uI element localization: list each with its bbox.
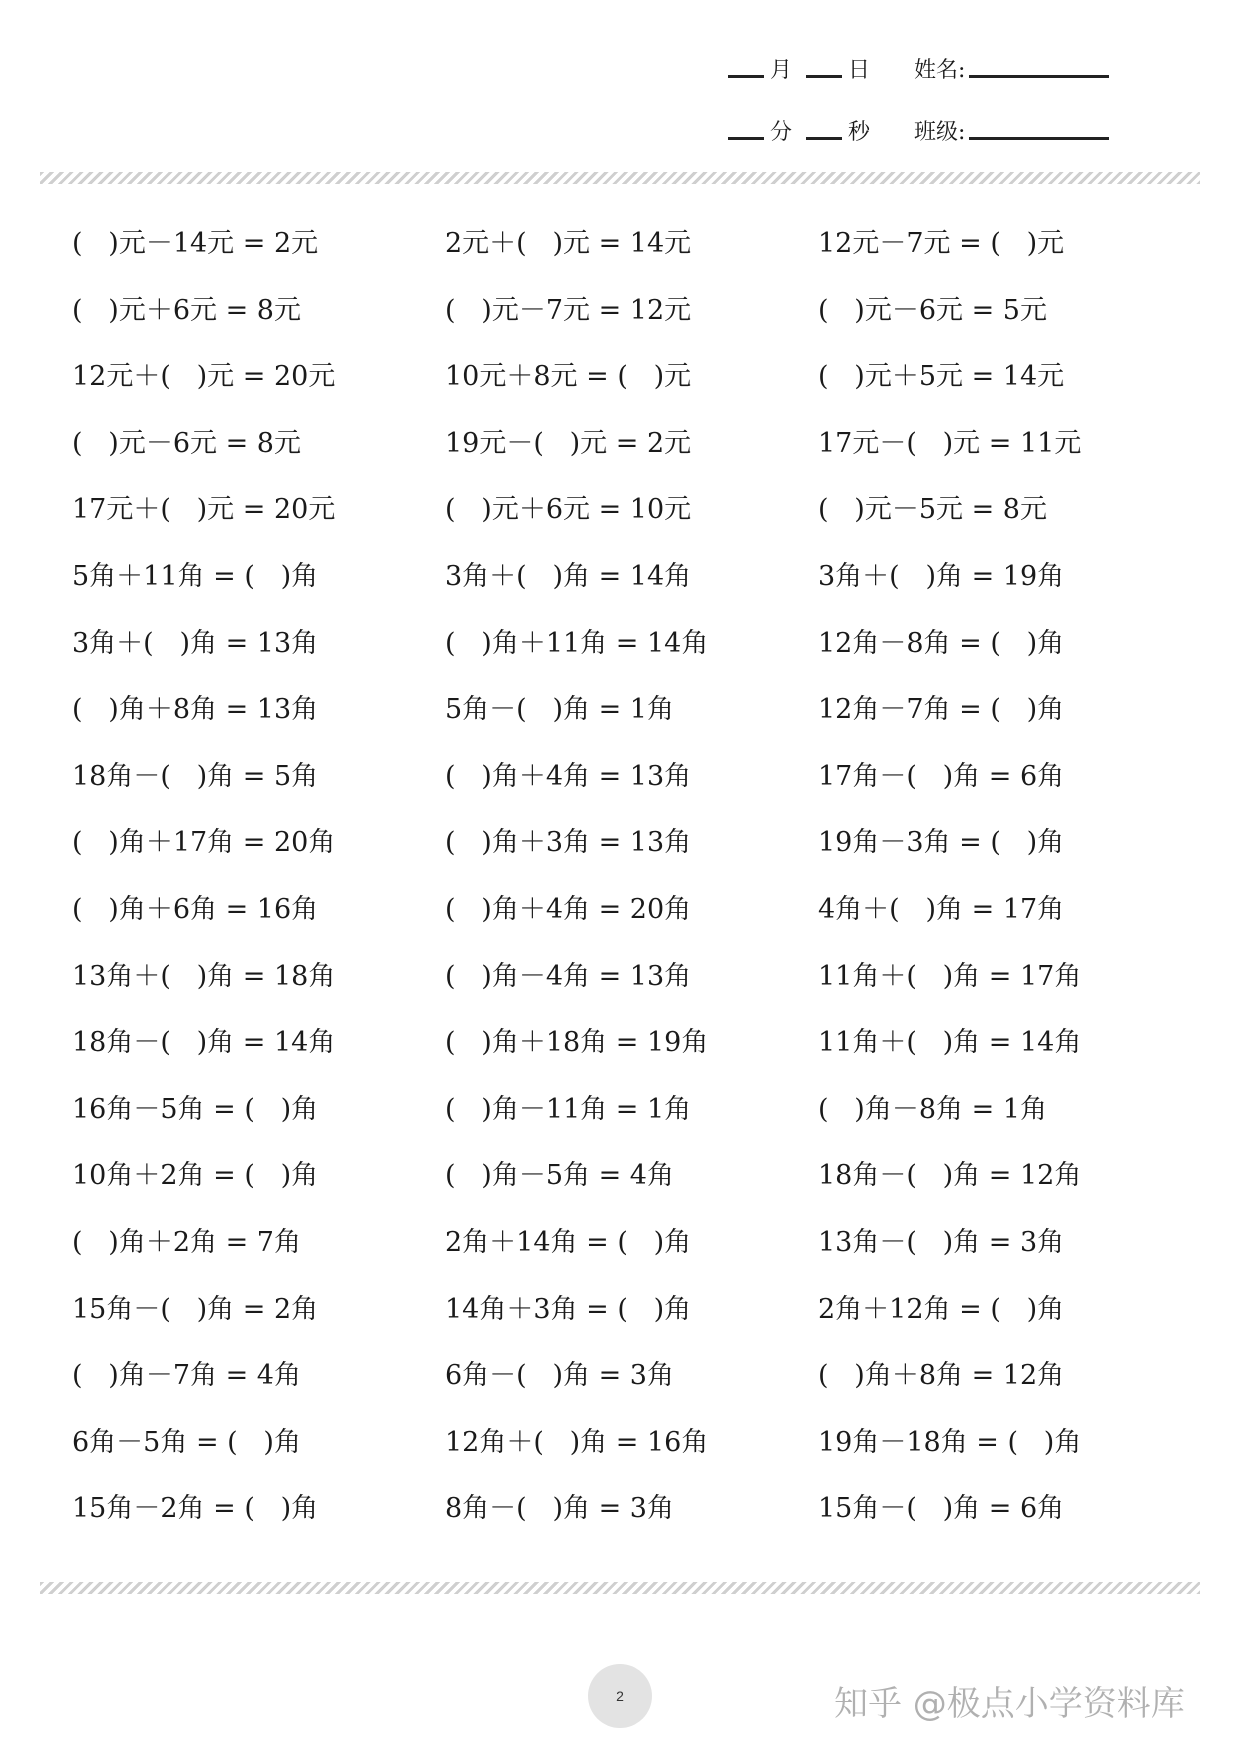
problem-item: ( )元－6元 = 5元 — [818, 294, 1047, 326]
problem-item: ( )角＋3角 = 13角 — [445, 827, 692, 859]
problem-item: ( )角－11角 = 1角 — [445, 1093, 692, 1125]
problem-item: 4角＋( )角 = 17角 — [818, 893, 1065, 925]
problem-item: 15角－( )角 = 6角 — [818, 1493, 1065, 1525]
problem-item: 2角＋12角 = ( )角 — [818, 1293, 1065, 1325]
problem-item: ( )角＋17角 = 20角 — [72, 827, 336, 859]
problem-item: 3角＋( )角 = 14角 — [445, 560, 692, 592]
month-blank[interactable] — [728, 75, 764, 78]
problem-item: 17元＋( )元 = 20元 — [72, 494, 336, 526]
problem-item: 17元－( )元 = 11元 — [818, 427, 1082, 459]
problem-item: ( )角＋4角 = 20角 — [445, 893, 692, 925]
problem-row — [72, 1093, 1192, 1163]
problem-item: ( )元＋5元 = 14元 — [818, 361, 1065, 393]
problem-row — [72, 1226, 1192, 1296]
problem-item: 8角－( )角 = 3角 — [445, 1493, 674, 1525]
class-label: 班级: — [914, 120, 966, 145]
problem-row — [72, 560, 1192, 630]
day-label: 日 — [848, 58, 871, 83]
problem-row — [72, 960, 1192, 1030]
problem-item: ( )角＋4角 = 13角 — [445, 760, 692, 792]
second-label: 秒 — [848, 120, 871, 145]
problem-row — [72, 696, 1192, 763]
problem-item: 17角－( )角 = 6角 — [818, 760, 1065, 792]
month-label: 月 — [770, 58, 793, 83]
problem-item: ( )角－7角 = 4角 — [72, 1360, 301, 1392]
bottom-divider — [40, 1582, 1200, 1594]
problem-item: 18角－( )角 = 12角 — [818, 1160, 1082, 1192]
problem-row — [72, 1293, 1192, 1363]
problem-item: ( )元＋6元 = 8元 — [72, 294, 301, 326]
problem-item: 3角＋( )角 = 13角 — [72, 627, 319, 659]
problem-item: ( )元－7元 = 12元 — [445, 294, 692, 326]
problem-row — [72, 1495, 1192, 1562]
problem-item: ( )角＋8角 = 12角 — [818, 1360, 1065, 1392]
problem-item: 3角＋( )角 = 19角 — [818, 560, 1065, 592]
problem-item: ( )角－4角 = 13角 — [445, 960, 692, 992]
name-blank[interactable] — [969, 75, 1109, 78]
problem-item: 18角－( )角 = 5角 — [72, 760, 319, 792]
problem-row — [72, 893, 1192, 963]
problem-item: ( )元－14元 = 2元 — [72, 228, 319, 259]
problem-item: ( )元－6元 = 8元 — [72, 427, 301, 459]
worksheet-header — [0, 0, 1240, 160]
problem-item: 13角－( )角 = 3角 — [818, 1226, 1065, 1258]
problem-item: ( )角－8角 = 1角 — [818, 1093, 1047, 1125]
problem-item: 12元－7元 = ( )元 — [818, 228, 1065, 259]
problem-item: 12元＋( )元 = 20元 — [72, 361, 336, 393]
problem-item: 11角＋( )角 = 14角 — [818, 1027, 1082, 1059]
problem-item: 12角＋( )角 = 16角 — [445, 1426, 709, 1458]
problem-item: 11角＋( )角 = 17角 — [818, 960, 1082, 992]
date-name-row — [728, 44, 1109, 84]
problem-row — [72, 1162, 1192, 1229]
problem-row — [72, 627, 1192, 697]
problem-item: ( )角＋2角 = 7角 — [72, 1226, 301, 1258]
minute-blank[interactable] — [728, 137, 764, 140]
watermark: 知乎 @极点小学资料库 — [834, 1684, 1185, 1724]
problem-item: 18角－( )角 = 14角 — [72, 1027, 336, 1059]
day-blank[interactable] — [806, 75, 842, 78]
problem-item: 15角－( )角 = 2角 — [72, 1293, 319, 1325]
problem-item: 16角－5角 = ( )角 — [72, 1093, 319, 1125]
problem-item: 10角＋2角 = ( )角 — [72, 1160, 319, 1192]
problem-item: 5角－( )角 = 1角 — [445, 694, 674, 726]
problem-item: 19角－18角 = ( )角 — [818, 1426, 1082, 1458]
problem-item: ( )角－5角 = 4角 — [445, 1160, 674, 1192]
problem-row — [72, 1029, 1192, 1096]
problem-row — [72, 1426, 1192, 1496]
name-label: 姓名: — [914, 58, 966, 83]
problem-item: 13角＋( )角 = 18角 — [72, 960, 336, 992]
problem-row — [72, 230, 1192, 297]
problem-item: ( )角＋18角 = 19角 — [445, 1027, 709, 1059]
problem-item: ( )元＋6元 = 10元 — [445, 494, 692, 526]
problem-row — [72, 496, 1192, 563]
problem-item: 15角－2角 = ( )角 — [72, 1493, 319, 1525]
problem-row — [72, 427, 1192, 497]
problem-row — [72, 294, 1192, 364]
minute-label: 分 — [770, 120, 793, 145]
class-blank[interactable] — [969, 137, 1109, 140]
second-blank[interactable] — [806, 137, 842, 140]
problem-item: ( )角＋11角 = 14角 — [445, 627, 709, 659]
problem-item: 2元＋( )元 = 14元 — [445, 228, 692, 259]
problem-item: ( )角＋8角 = 13角 — [72, 694, 319, 726]
problem-item: 6角－( )角 = 3角 — [445, 1360, 674, 1392]
problem-item: 2角＋14角 = ( )角 — [445, 1226, 692, 1258]
problem-row — [72, 760, 1192, 830]
time-class-row — [728, 106, 1109, 146]
problem-item: 12角－7角 = ( )角 — [818, 694, 1065, 726]
problem-item: 14角＋3角 = ( )角 — [445, 1293, 692, 1325]
top-divider — [40, 172, 1200, 184]
problem-item: ( )角＋6角 = 16角 — [72, 893, 319, 925]
problem-item: 19元－( )元 = 2元 — [445, 427, 692, 459]
problem-item: 6角－5角 = ( )角 — [72, 1426, 301, 1458]
page-number: 2 — [588, 1664, 652, 1728]
problem-row — [72, 829, 1192, 896]
problem-grid — [72, 230, 1192, 1562]
problem-item: ( )元－5元 = 8元 — [818, 494, 1047, 526]
problem-row — [72, 363, 1192, 430]
problem-item: 10元＋8元 = ( )元 — [445, 361, 692, 393]
problem-row — [72, 1362, 1192, 1429]
problem-item: 12角－8角 = ( )角 — [818, 627, 1065, 659]
problem-item: 19角－3角 = ( )角 — [818, 827, 1065, 859]
problem-item: 5角＋11角 = ( )角 — [72, 560, 319, 592]
